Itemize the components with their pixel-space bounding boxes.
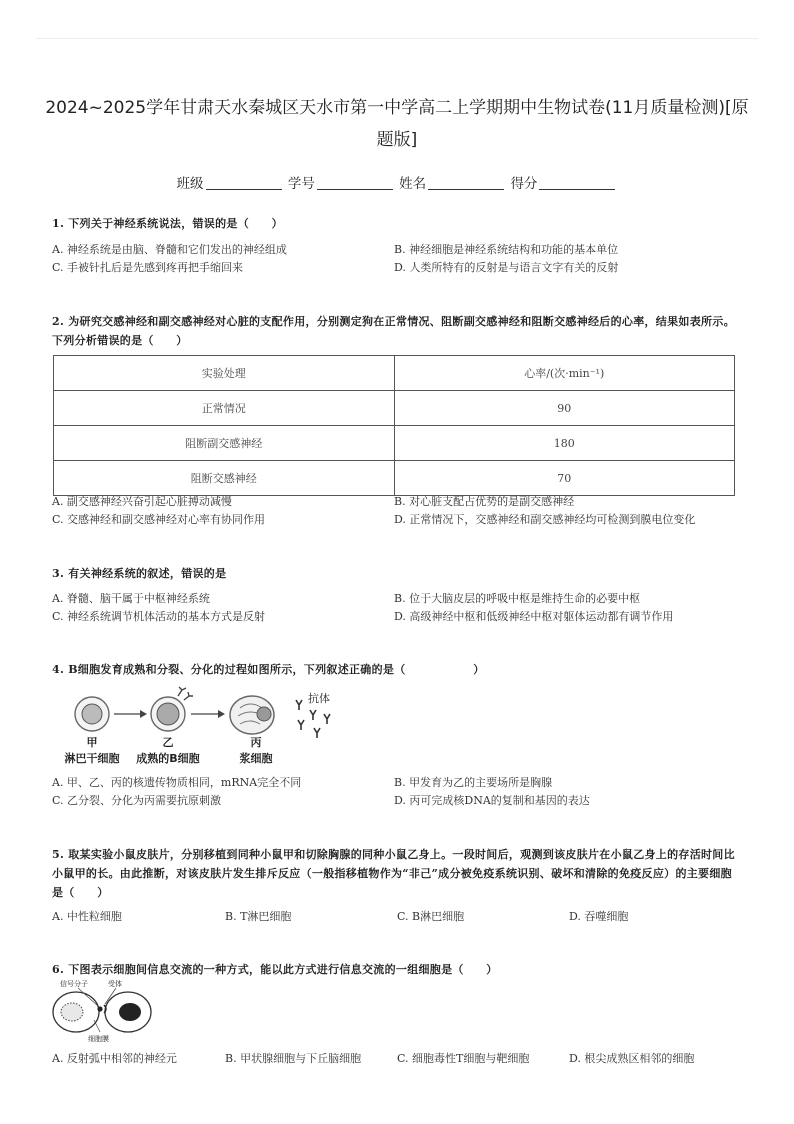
name-label: 姓名 [399, 176, 427, 192]
table-header-row [54, 356, 735, 391]
cell2-name: 成熟的B细胞 [136, 752, 200, 765]
cell-signaling-figure [50, 976, 160, 1044]
q3-option-a[interactable]: A. 脊髓、脑干属于中枢神经系统 [52, 592, 210, 605]
table-header-cell: 心率/(次·min⁻¹) [394, 356, 735, 391]
question-2-options [52, 493, 742, 529]
question-5-options [52, 908, 742, 926]
table-cell: 正常情况 [54, 391, 395, 426]
q5-option-c[interactable]: C. B淋巴细胞 [397, 910, 465, 923]
table-cell: 180 [394, 426, 735, 461]
leader-line [94, 1020, 100, 1032]
question-3-options [52, 590, 742, 626]
table-row [54, 461, 735, 496]
question-2-stem: 2. 为研究交感神经和副交感神经对心脏的支配作用，分别测定狗在正常情况、阻断副交感神经和阻断交感神经后的心率，结果如表所示。下列分析错误的是（ ） [52, 315, 735, 347]
table-cell: 阻断交感神经 [54, 461, 395, 496]
table-row [54, 391, 735, 426]
q4-option-a[interactable]: A. 甲、乙、丙的核遗传物质相同，mRNA完全不同 [52, 776, 302, 789]
question-1-options [52, 241, 742, 277]
q5-option-d[interactable]: D. 吞噬细胞 [569, 910, 629, 923]
id-blank[interactable] [317, 189, 393, 190]
cell3-name: 浆细胞 [239, 752, 273, 765]
q1-option-c[interactable]: C. 手被针扎后是先感到疼再把手缩回来 [52, 261, 244, 274]
header-divider [36, 38, 758, 39]
q1-option-a[interactable]: A. 神经系统是由脑、脊髓和它们发出的神经组成 [52, 243, 287, 256]
question-4-stem: 4. B细胞发育成熟和分裂、分化的过程如图所示，下列叙述正确的是（ ） [52, 663, 485, 676]
score-label: 得分 [510, 176, 538, 192]
class-label: 班级 [176, 176, 204, 192]
cell-nucleus [157, 703, 179, 725]
cell-nucleus [119, 1003, 141, 1021]
arrow-head-1 [140, 710, 147, 718]
antibody-icons [296, 700, 330, 738]
membrane-label: 细胞膜 [88, 1035, 109, 1043]
id-label: 学号 [287, 176, 315, 192]
question-6-stem: 6. 下图表示细胞间信息交流的一种方式，能以此方式进行信息交流的一组细胞是（ ） [52, 963, 498, 976]
score-blank[interactable] [539, 189, 615, 190]
q6-option-d[interactable]: D. 根尖成熟区相邻的细胞 [569, 1052, 695, 1065]
class-blank[interactable] [206, 189, 282, 190]
question-4-options [52, 774, 742, 810]
receptor-label: 受体 [108, 980, 122, 988]
q2-option-c[interactable]: C. 交感神经和副交感神经对心率有协同作用 [52, 513, 266, 526]
q1-option-b[interactable]: B. 神经细胞是神经系统结构和功能的基本单位 [394, 243, 619, 256]
question-5-stem: 5. 取某实验小鼠皮肤片，分别移植到同种小鼠甲和切除胸腺的同种小鼠乙身上。一段时间后，观测到该皮肤片在小鼠乙身上的存活时间比小鼠甲的长。由此推断，对该皮肤片发生排斥反应（一般指移植物作为“非己”成分被免疫系统识别、破坏和清除的免疫反应）的主要细胞是（ ） [52, 848, 735, 899]
q6-option-b[interactable]: B. 甲状腺细胞与下丘脑细胞 [225, 1052, 362, 1065]
q6-option-a[interactable]: A. 反射弧中相邻的神经元 [52, 1052, 177, 1065]
table-cell: 阻断副交感神经 [54, 426, 395, 461]
name-blank[interactable] [428, 189, 504, 190]
q4-option-d[interactable]: D. 丙可完成核DNA的复制和基因的表达 [394, 794, 590, 807]
q2-option-b[interactable]: B. 对心脏支配占优势的是副交感神经 [394, 495, 575, 508]
table-cell: 70 [394, 461, 735, 496]
surface-receptor-icon [178, 687, 193, 700]
cell-nucleus [61, 1003, 83, 1021]
antibody-label: 抗体 [308, 692, 330, 705]
q2-option-d[interactable]: D. 正常情况下，交感神经和副交感神经均可检测到膜电位变化 [394, 513, 696, 526]
page-title: 2024~2025学年甘肃天水秦城区天水市第一中学高二上学期期中生物试卷(11月质量检测)[原题版] [45, 98, 749, 150]
cell3-label: 丙 [250, 736, 262, 749]
q2-option-a[interactable]: A. 副交感神经兴奋引起心脏搏动减慢 [52, 495, 232, 508]
table-row [54, 426, 735, 461]
arrow-head-2 [218, 710, 225, 718]
question-1-stem: 1. 下列关于神经系统说法，错误的是（ ） [52, 217, 283, 230]
heart-rate-table [53, 355, 735, 496]
cell1-name: 淋巴干细胞 [64, 752, 120, 765]
q4-option-c[interactable]: C. 乙分裂、分化为丙需要抗原刺激 [52, 794, 222, 807]
student-info-line [0, 172, 794, 192]
question-6-options [52, 1050, 742, 1068]
cell-nucleus [82, 704, 102, 724]
q4-option-b[interactable]: B. 甲发育为乙的主要场所是胸腺 [394, 776, 553, 789]
table-cell: 90 [394, 391, 735, 426]
q6-option-c[interactable]: C. 细胞毒性T细胞与靶细胞 [397, 1052, 530, 1065]
signal-molecule [97, 1006, 102, 1011]
cell-nucleus [257, 707, 271, 721]
table-header-cell: 实验处理 [54, 356, 395, 391]
q3-option-b[interactable]: B. 位于大脑皮层的呼吸中枢是维持生命的必要中枢 [394, 592, 641, 605]
q3-option-d[interactable]: D. 高级神经中枢和低级神经中枢对躯体运动都有调节作用 [394, 610, 674, 623]
q5-option-a[interactable]: A. 中性粒细胞 [52, 910, 122, 923]
question-3-stem: 3. 有关神经系统的叙述，错误的是 [52, 567, 227, 580]
cell2-label: 乙 [162, 736, 174, 749]
q3-option-c[interactable]: C. 神经系统调节机体活动的基本方式是反射 [52, 610, 266, 623]
q5-option-b[interactable]: B. T淋巴细胞 [225, 910, 292, 923]
signal-molecule-label: 信号分子 [60, 980, 88, 988]
b-cell-differentiation-figure [52, 684, 352, 770]
q1-option-d[interactable]: D. 人类所特有的反射是与语言文字有关的反射 [394, 261, 619, 274]
cell1-label: 甲 [86, 736, 98, 749]
